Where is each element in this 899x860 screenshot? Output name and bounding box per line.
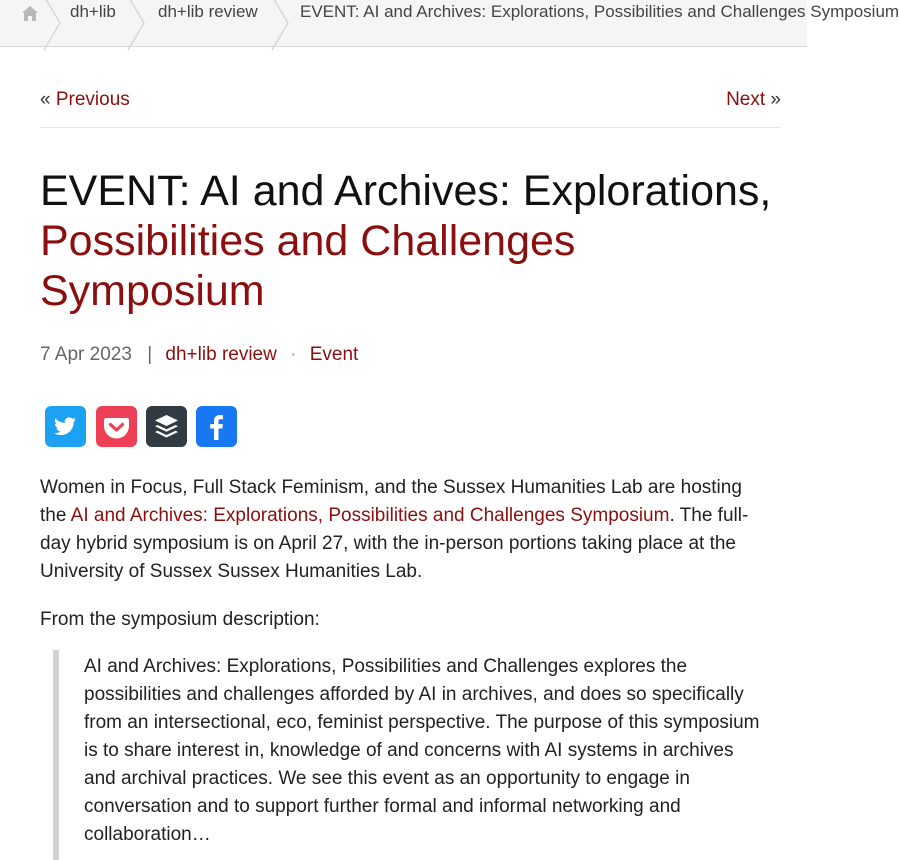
- breadcrumb: [0, 0, 899, 47]
- intro-text-a: Women in Focus, Full Stack Feminism, and the Sussex Humanities Lab are hosting the: [40, 477, 742, 526]
- page-title-text: EVENT: AI and Archives: Explorations,: [40, 167, 772, 215]
- next-post-link-wrap: [726, 88, 781, 112]
- breadcrumb-item-dhlib[interactable]: dh+lib: [70, 2, 116, 21]
- breadcrumb-separator-icon: [42, 0, 64, 50]
- home-icon[interactable]: [20, 3, 40, 28]
- previous-post-link[interactable]: Previous: [55, 89, 130, 110]
- divider: [40, 127, 781, 128]
- facebook-icon[interactable]: [196, 406, 237, 447]
- previous-post-link-wrap: [40, 88, 130, 112]
- next-arrow: »: [770, 89, 781, 110]
- page-title: [40, 166, 780, 316]
- next-post-link[interactable]: Next: [726, 89, 766, 110]
- breadcrumb-current: EVENT: AI and Archives: Explorations, Possibilities and Challenges Symposium: [300, 2, 899, 21]
- post-date: 7 Apr 2023: [40, 344, 132, 365]
- breadcrumb-separator-icon: [126, 0, 148, 50]
- post-meta: [40, 343, 358, 367]
- blockquote: AI and Archives: Explorations, Possibilities and Challenges explores the possibilities and challenges afforded by AI in archives, and does so specifically from an intersectional, eco, feminist perspective. The purpose of this symposium is to share interest in, knowledge of and concerns with AI systems in archives and archival practices. We see this event as an opportunity to engage in conversation and to support further formal and informal networking and collaboration…: [84, 656, 760, 845]
- category-link[interactable]: dh+lib review: [165, 344, 277, 365]
- buffer-icon[interactable]: [146, 406, 187, 447]
- meta-dot: ·: [290, 344, 297, 365]
- meta-divider: |: [147, 344, 153, 365]
- previous-arrow: «: [40, 89, 51, 110]
- twitter-icon[interactable]: [45, 406, 86, 447]
- page-title-link[interactable]: Possibilities and Challenges Symposium: [40, 217, 576, 315]
- pocket-icon[interactable]: [96, 406, 137, 447]
- intro-paragraph: [40, 474, 760, 586]
- intro-text-b: . The full-day hybrid symposium is on April 27, with the in-person portions taking place at the University of Sussex Sussex Humanities Lab.: [40, 505, 749, 582]
- description-lead: From the symposium description:: [40, 609, 320, 630]
- tag-link[interactable]: Event: [309, 344, 359, 365]
- breadcrumb-item-dhlib-review[interactable]: dh+lib review: [158, 2, 258, 21]
- breadcrumb-separator-icon: [270, 0, 292, 50]
- blockquote-bar: [53, 650, 59, 860]
- symposium-link[interactable]: AI and Archives: Explorations, Possibilities and Challenges Symposium: [70, 505, 670, 526]
